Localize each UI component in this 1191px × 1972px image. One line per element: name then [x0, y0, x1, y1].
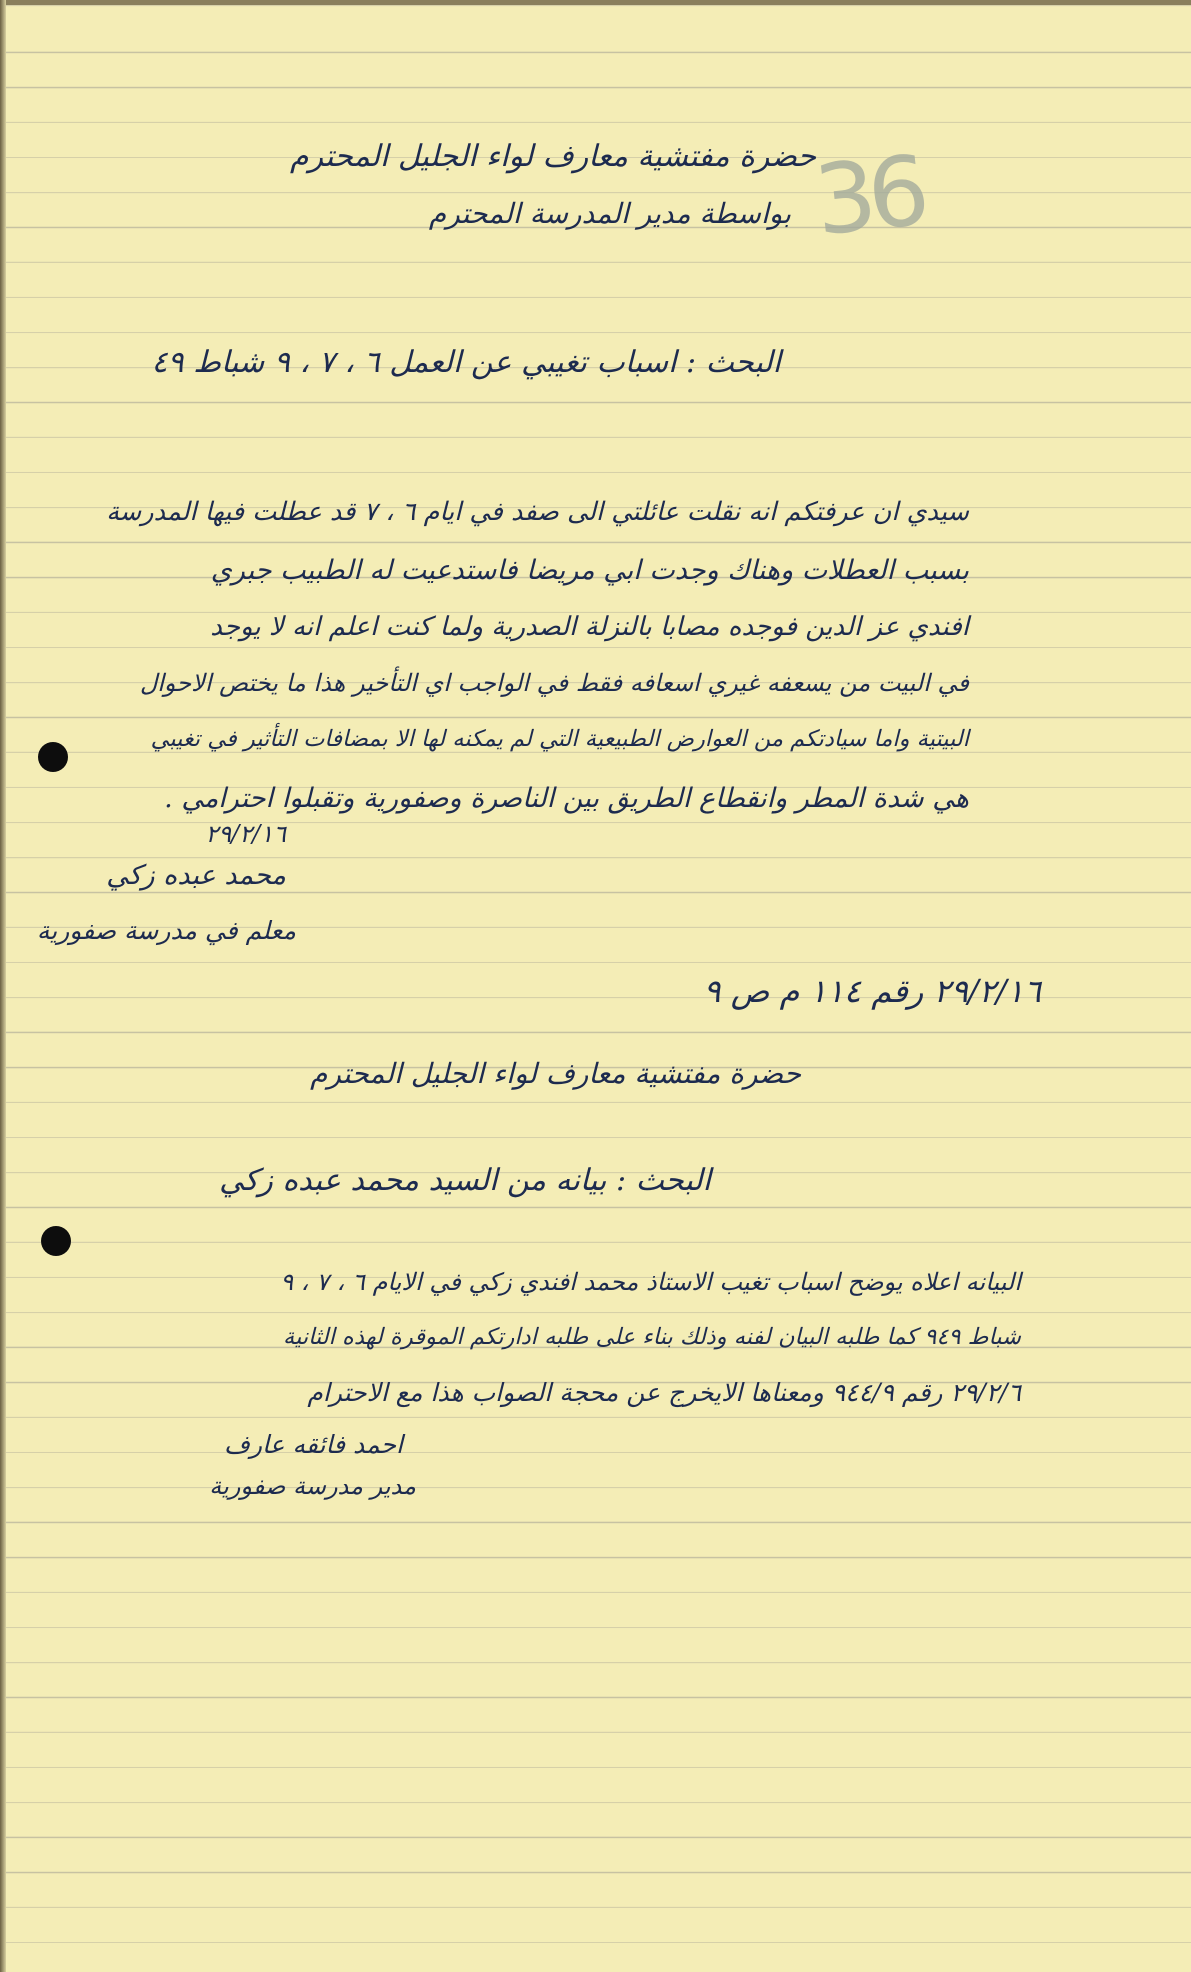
- letter2-subject: البحث : بيانه من السيد محمد عبده زكي: [219, 1163, 711, 1198]
- letter1-body-line-5: البيتية واما سيادتكم من العوارض الطبيعية التي لم يمكنه لها الا بمضافات التأثير في تغيبي: [150, 726, 969, 752]
- page-number: 36: [809, 134, 927, 258]
- letter2-body-line-1: البيانه اعلاه يوضح اسباب تغيب الاستاذ محمد افندي زكي في الايام ٦ ، ٧ ، ٩: [280, 1268, 1021, 1296]
- letter1-signature-title: معلم في مدرسة صفورية: [36, 916, 296, 945]
- letter1-body-line-1: سيدي ان عرفتكم انه نقلت عائلتي الى صفد في ايام ٦ ، ٧ قد عطلت فيها المدرسة: [106, 497, 969, 527]
- letter1-body-line-2: بسبب العطلات وهناك وجدت ابي مريضا فاستدعيت له الطبيب جبري: [210, 555, 969, 586]
- reference-line: ٢٩/٢/١٦ رقم ١١٤ م ص ٩: [703, 972, 1041, 1010]
- letter1-recipient: حضرة مفتشية معارف لواء الجليل المحترم: [290, 139, 816, 174]
- paper-top-edge: [0, 0, 1191, 5]
- punch-hole-bottom: [41, 1226, 71, 1256]
- punch-hole-top: [38, 742, 68, 772]
- letter2-signature-title: مدير مدرسة صفورية: [209, 1472, 416, 1500]
- letter1-date: ٢٩/٢/١٦: [205, 820, 286, 848]
- letter1-subject: البحث : اسباب تغيبي عن العمل ٦ ، ٧ ، ٩ شباط ٤٩: [151, 345, 781, 380]
- paper-left-edge: [0, 0, 6, 1972]
- letter1-body-line-6: هي شدة المطر وانقطاع الطريق بين الناصرة وصفورية وتقبلوا احترامي .: [164, 783, 969, 814]
- letter2-recipient: حضرة مفتشية معارف لواء الجليل المحترم: [310, 1057, 801, 1090]
- letter1-body-line-4: في البيت من يسعفه غيري اسعافه فقط في الواجب اي التأخير هذا ما يختص الاحوال: [139, 669, 969, 697]
- letter1-via: بواسطة مدير المدرسة المحترم: [428, 197, 791, 230]
- letter2-body-line-3: ٢٩/٢/٦ رقم ٩٤٤/٩ ومعناها الايخرج عن محجة الصواب هذا مع الاحترام: [307, 1378, 1021, 1407]
- letter1-body-line-3: افندي عز الدين فوجده مصابا بالنزلة الصدرية ولما كنت اعلم انه لا يوجد: [210, 612, 969, 642]
- letter1-signature-name: محمد عبده زكي: [106, 860, 286, 891]
- letter2-body-line-2: شباط ٩٤٩ كما طلبه البيان لفنه وذلك بناء على طلبه ادارتكم الموقرة لهذه الثانية: [283, 1324, 1021, 1350]
- letter2-signature-name: احمد فائقه عارف: [224, 1430, 403, 1459]
